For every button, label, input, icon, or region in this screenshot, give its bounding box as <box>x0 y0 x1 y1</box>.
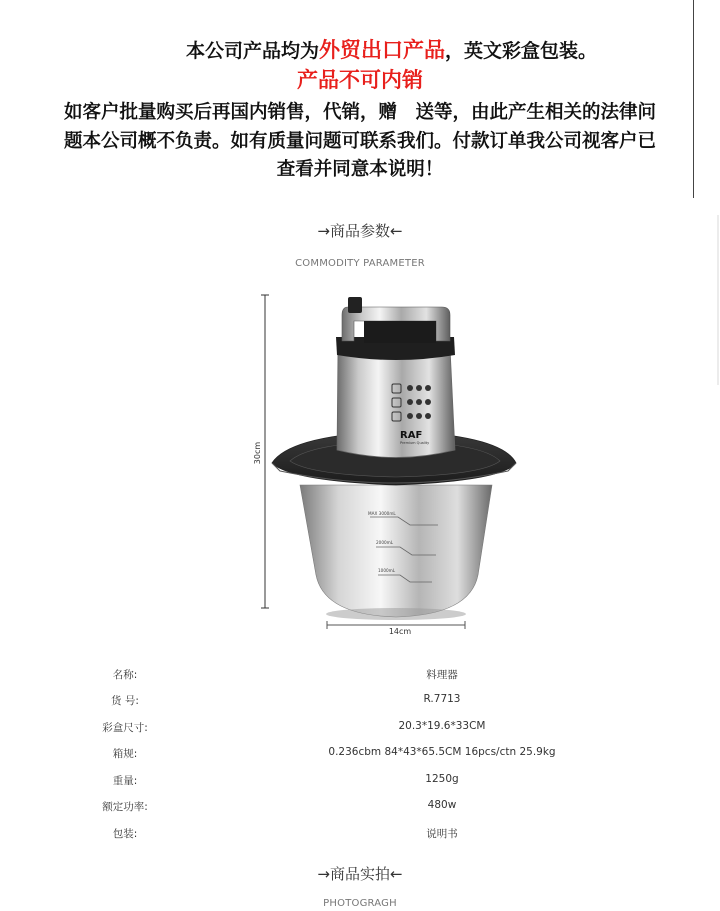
spec-value: 料理器 <box>426 669 458 681</box>
spec-value: 说明书 <box>426 828 458 840</box>
spec-row <box>0 693 720 713</box>
notice-line-4: 题本公司概不负责。如有质量问题可联系我们。付款订单我公司视客户已 <box>63 131 656 152</box>
spec-label: 包装: <box>112 828 138 840</box>
spec-row <box>0 667 720 687</box>
spec-label: 货 号: <box>111 695 139 707</box>
section-title-photos: →商品实拍← <box>317 865 403 883</box>
spec-row <box>0 799 720 819</box>
notice-highlight: 外贸出口产品 <box>319 38 446 62</box>
spec-value: 1250g <box>425 773 459 785</box>
spec-row <box>0 746 720 766</box>
section-subtitle-parameters: COMMODITY PARAMETER <box>295 258 425 269</box>
notice-line-3: 如客户批量购买后再国内销售，代销，赠 送等，由此产生相关的法律问 <box>63 102 656 123</box>
spec-label: 名称: <box>112 669 138 681</box>
spec-value: R.7713 <box>423 693 461 705</box>
spec-value: 0.236cbm 84*43*65.5CM 16pcs/ctn 25.9kg <box>328 746 556 758</box>
notice-line-2: 产品不可内销 <box>297 68 423 92</box>
spec-row <box>0 826 720 846</box>
width-dimension-label: 14cm <box>388 627 412 636</box>
spec-label: 额定功率: <box>102 801 148 813</box>
spec-label: 重量: <box>112 775 138 787</box>
spec-label: 彩盒尺寸: <box>102 722 148 734</box>
spec-row <box>0 720 720 740</box>
capacity-mark-2: 2000mL <box>376 540 394 545</box>
height-dimension-label: 30cm <box>253 441 262 465</box>
spec-value: 480w <box>427 799 457 811</box>
capacity-mark-max: MAX 3000mL <box>368 511 396 516</box>
spec-value: 20.3*19.6*33CM <box>398 720 486 732</box>
spec-label: 箱规: <box>112 748 138 760</box>
capacity-mark-1: 1000mL <box>378 568 396 573</box>
section-subtitle-photos: PHOTOGRAGH <box>323 898 397 909</box>
spec-row <box>0 773 720 793</box>
notice-line-5: 查看并同意本说明！ <box>276 159 444 180</box>
brand-tagline: Premium Quality <box>400 441 430 445</box>
brand-logo: RAF <box>400 430 423 441</box>
notice-line-1: 本公司产品均为外贸出口产品，英文彩盒包装。 <box>186 38 598 62</box>
product-image-food-processor <box>250 285 520 645</box>
section-title-parameters: →商品参数← <box>317 222 403 240</box>
